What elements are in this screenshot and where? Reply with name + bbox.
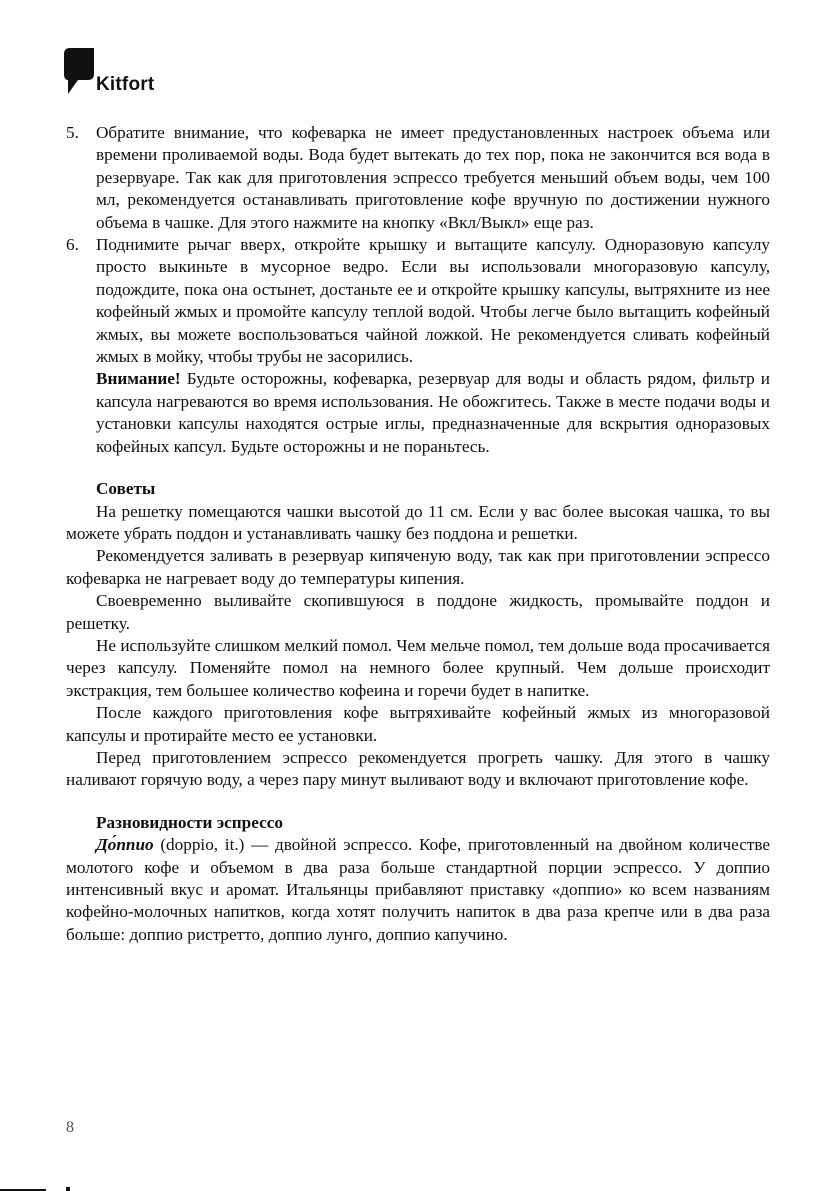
- document-body: [66, 122, 770, 946]
- tips-paragraph: Рекомендуется заливать в резервуар кипяченую воду, так как при приготовлении эспрессо кофеварка не нагревает воду до температуры кипения.: [66, 546, 770, 588]
- tips-paragraph: Перед приготовлением эспрессо рекомендуется прогреть чашку. Для этого в чашку наливают горячую воду, а через пару минут выливают воду и включают приготовление кофе.: [66, 747, 770, 790]
- tips-paragraph: После каждого приготовления кофе вытряхивайте кофейный жмых из многоразовой капсулы и протирайте место ее установки.: [66, 703, 770, 745]
- brand-name: Kitfort: [96, 74, 155, 95]
- kitfort-logo-icon: [64, 48, 94, 96]
- tips-paragraph: Не используйте слишком мелкий помол. Чем мельче помол, тем дольше вода просачивается через капсулу. Поменяйте помол на немного более крупный. Чем дольше происходит экстракция, тем большее количество кофеина и горечи будет в напитке.: [66, 635, 770, 700]
- page-number: 8: [66, 1119, 74, 1136]
- doppio-term: До́ппио: [96, 835, 154, 855]
- tips-paragraph: Своевременно выливайте скопившуюся в поддоне жидкость, промывайте поддон и решетку.: [66, 591, 770, 633]
- list-item-6: [66, 234, 770, 458]
- doppio-text: (doppio, it.) — двойной эспрессо. Кофе, приготовленный на двойном количестве молотого кофе и объемом в два раза больше стандартной порции эспрессо. У доппио интенсивный вкус и аромат. Итальянцы прибавляют приставку «доппио» ко всем названиям кофейно-молочных напитков, когда хотят получить напиток в два раза крепче или в два раза больше: доппио ристретто, доппио лунго, доппио капучино.: [66, 835, 770, 944]
- tips-title: Советы: [96, 479, 156, 499]
- list-item-5: [66, 122, 770, 234]
- warning-text: Будьте осторожны, кофеварка, резервуар для воды и область рядом, фильтр и капсула нагреваются во время использования. Не обожгитесь. Также в месте подачи воды и установки капсулы находятся острые иглы, предназначенные для вскрытия одноразовых кофейных капсул. Будьте осторожны и не пораньтесь.: [96, 369, 770, 456]
- espresso-title: Разновидности эспрессо: [96, 812, 283, 832]
- list-number: 6.: [66, 235, 79, 255]
- espresso-paragraph: [66, 834, 770, 946]
- tips-paragraph: На решетку помещаются чашки высотой до 11 см. Если у вас более высокая чашка, то вы можете убрать поддон и устанавливать чашку без поддона и решетки.: [66, 501, 770, 543]
- bottom-tick: [66, 1187, 70, 1191]
- warning-note: [96, 368, 770, 458]
- list-item-text: Обратите внимание, что кофеварка не имеет предустановленных настроек объема или времени проливаемой воды. Вода будет вытекать до тех пор, пока не закончится вся вода в резервуаре. Так как для приготовления эспрессо требуется меньший объем воды, чем 100 мл, рекомендуется останавливать приготовление кофе вручную по достижении нужного объема в чашке. Для этого нажмите на кнопку «Вкл/Выкл» еще раз.: [96, 123, 770, 232]
- list-item-text: Поднимите рычаг вверх, откройте крышку и вытащите капсулу. Одноразовую капсулу просто выкиньте в мусорное ведро. Если вы использовали многоразовую капсулу, подождите, пока она остынет, достаньте ее и откройте крышку капсулы, вытряхните из нее кофейный жмых и промойте капсулу теплой водой. Чтобы легче было вытащить кофейный жмых, вы можете воспользоваться чайной ложкой. Не рекомендуется сливать кофейный жмых в мойку, чтобы трубы не засорились.: [96, 235, 770, 367]
- list-number: 5.: [66, 123, 79, 142]
- warning-label: Внимание!: [96, 369, 181, 389]
